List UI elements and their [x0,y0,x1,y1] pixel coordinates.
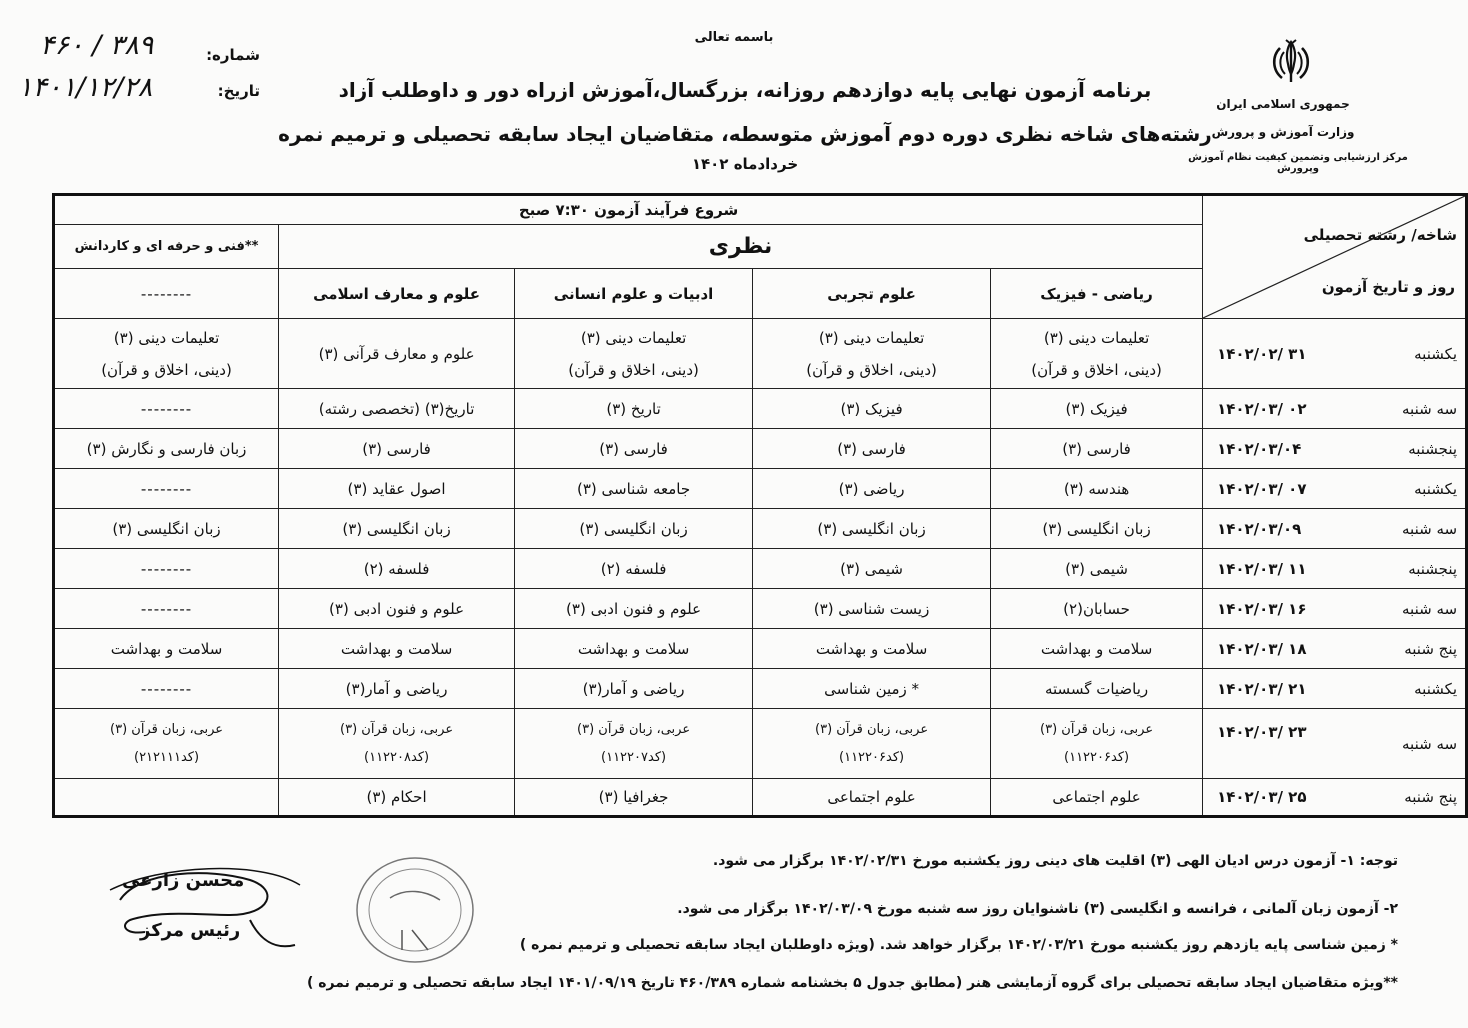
exam-day: پنجشنبه [1408,559,1458,578]
number-label: شماره: [206,46,260,64]
subject-cell: اصول عقاید (۳) [279,469,515,509]
group-theoretical-header: نظری [279,225,1203,269]
column-header-science: علوم تجربی [753,269,991,319]
exam-date: ۱۴۰۲/۰۳/ ۲۵ [1217,788,1307,806]
subject-cell: فارسی (۳) [991,429,1203,469]
exam-date-cell [1203,509,1467,549]
corner-date-label: روز و تاریخ آزمون [1321,278,1456,296]
table-row [54,629,1467,669]
subject-cell: ریاضی و آمار(۳) [515,669,753,709]
exam-date-cell [1203,629,1467,669]
subject-cell: فیزیک (۳) [753,389,991,429]
note-geology-exam: * زمین شناسی پایه یازدهم روز یکشنبه مورخ ۱۴۰۲/۰۳/۲۱ برگزار خواهد شد. (ویژه داوطلبان ایجاد سابقه تحصیلی و ترمیم نمره ) [519,937,1398,953]
table-row [54,549,1467,589]
subject-cell: علوم اجتماعی [991,779,1203,817]
exam-date: ۱۴۰۲/۰۳/ ۰۲ [1217,399,1307,418]
exam-date-cell [1203,429,1467,469]
subject-cell: ریاضیات گسسته [991,669,1203,709]
date-label: تاریخ: [217,82,260,100]
exam-day: سه شنبه [1402,519,1458,538]
table-row [54,469,1467,509]
exam-day: یکشنبه [1414,679,1458,698]
column-header-technical: -------- [54,269,279,319]
exam-date: ۱۴۰۲/۰۳/ ۱۱ [1217,559,1307,578]
subject-cell: ریاضی (۳) [753,469,991,509]
subject-cell: علوم و فنون ادبی (۳) [279,589,515,629]
note-religions-exam: توجه: ۱- آزمون درس ادیان الهی (۳) اقلیت های دینی روز یکشنبه مورخ ۱۴۰۲/۰۲/۳۱ برگزار می شود. [712,853,1398,869]
exam-date: ۱۴۰۲/۰۳/ ۱۸ [1217,639,1307,658]
table-corner-header [1203,195,1467,319]
exam-date-cell [1203,779,1467,817]
exam-schedule-table [52,193,1468,818]
exam-date: ۱۴۰۲/۰۳/ ۲۱ [1217,679,1307,698]
exam-date-cell [1203,709,1467,779]
subject-cell: زبان انگلیسی (۳) [515,509,753,549]
signatory-name: محسن زارعی [122,870,245,891]
signatory-title: رئیس مرکز [140,920,241,941]
exam-date: ۱۴۰۲/۰۲/ ۳۱ [1217,344,1307,363]
subject-cell: زیست شناسی (۳) [753,589,991,629]
subject-cell: سلامت و بهداشت [279,629,515,669]
exam-day: یکشنبه [1414,479,1458,498]
subject-cell: -------- [54,469,279,509]
subject-cell: فارسی (۳) [753,429,991,469]
subject-cell: سلامت و بهداشت [54,629,279,669]
start-time-header: شروع فرآیند آزمون ۷:۳۰ صبح [54,195,1203,225]
exam-day: یکشنبه [1414,344,1458,363]
subject-cell: فارسی (۳) [279,429,515,469]
subject-cell: علوم و فنون ادبی (۳) [515,589,753,629]
table-row [54,779,1467,817]
table-row [54,319,1467,389]
subject-cell: شیمی (۳) [991,549,1203,589]
iran-emblem-icon [1266,38,1316,86]
bismillah-heading: باسمه تعالی [694,30,774,45]
exam-date-cell [1203,319,1467,389]
subject-cell: شیمی (۳) [753,549,991,589]
exam-day: پنجشنبه [1408,439,1458,458]
exam-date-cell [1203,589,1467,629]
exam-date-cell [1203,549,1467,589]
subject-cell: عربی، زبان قرآن (۳) (کد۱۱۲۲۰۷) [515,709,753,779]
subject-cell: عربی، زبان قرآن (۳) (کد۱۱۲۲۰۶) [991,709,1203,779]
exam-day: پنج شنبه [1404,788,1458,806]
exam-date: ۱۴۰۲/۰۳/۰۴ [1217,439,1302,458]
subject-cell: علوم اجتماعی [753,779,991,817]
subject-cell: سلامت و بهداشت [753,629,991,669]
subject-cell: تعلیمات دینی (۳) (دینی، اخلاق و قرآن) [753,319,991,389]
exam-day: سه شنبه [1402,399,1458,418]
subject-cell: -------- [54,389,279,429]
table-row [54,429,1467,469]
document-title: برنامه آزمون نهایی پایه دوازدهم روزانه، بزرگسال،آموزش ازراه دور و داوطلب آزاد [338,78,1152,102]
subject-cell: تعلیمات دینی (۳) (دینی، اخلاق و قرآن) [991,319,1203,389]
exam-date: ۱۴۰۲/۰۳/ ۱۶ [1217,599,1307,618]
exam-day: پنج شنبه [1404,639,1458,658]
subject-cell: عربی، زبان قرآن (۳) (کد۲۱۲۱۱۱) [54,709,279,779]
subject-cell [54,779,279,817]
official-stamp [350,850,480,970]
subject-cell: فیزیک (۳) [991,389,1203,429]
subject-cell: فارسی (۳) [515,429,753,469]
subject-cell: فلسفه (۲) [515,549,753,589]
subject-cell: -------- [54,549,279,589]
subject-cell: زبان فارسی و نگارش (۳) [54,429,279,469]
table-row [54,389,1467,429]
letter-date: ۱۴۰۱/۱۲/۲۸ [18,72,153,103]
subject-cell: * زمین شناسی [753,669,991,709]
note-deaf-language-exam: ۲- آزمون زبان آلمانی ، فرانسه و انگلیسی (۳) ناشنوایان روز سه شنبه مورخ ۱۴۰۲/۰۳/۰۹ برگزار می شود. [677,901,1398,917]
exam-date: ۱۴۰۲/۰۳/ ۲۳ [1217,723,1307,741]
exam-date-cell [1203,469,1467,509]
subject-cell: هندسه (۳) [991,469,1203,509]
exam-day: سه شنبه [1402,734,1458,753]
exam-date: ۱۴۰۲/۰۳/ ۰۷ [1217,479,1307,498]
table-row [54,669,1467,709]
subject-cell: -------- [54,589,279,629]
org-center: مرکز ارزشیابی وتضمین کیفیت نظام آموزش وپرورش [1188,152,1408,174]
subject-cell: زبان انگلیسی (۳) [991,509,1203,549]
subject-cell: -------- [54,669,279,709]
subject-cell: جغرافیا (۳) [515,779,753,817]
subject-cell: ریاضی و آمار(۳) [279,669,515,709]
org-ministry: وزارت آموزش و پرورش [1211,125,1355,139]
subject-cell: علوم و معارف قرآنی (۳) [279,319,515,389]
letter-number: ۴۶۰ / ۳۸۹ [40,30,154,61]
column-header-math: ریاضی - فیزیک [991,269,1203,319]
subject-cell: تاریخ(۳) (تخصصی رشته) [279,389,515,429]
document-subtitle: رشته‌های شاخه نظری دوره دوم آموزش متوسطه، متقاضیان ایجاد سابقه تحصیلی و ترمیم نمره [278,122,1212,146]
subject-cell: عربی، زبان قرآن (۳) (کد۱۱۲۲۰۶) [753,709,991,779]
document-period: خردادماه ۱۴۰۲ [691,155,799,173]
subject-cell: احکام (۳) [279,779,515,817]
subject-cell: عربی، زبان قرآن (۳) (کد۱۱۲۲۰۸) [279,709,515,779]
table-row [54,589,1467,629]
column-header-islamic: علوم و معارف اسلامی [279,269,515,319]
subject-cell: حسابان(۲) [991,589,1203,629]
subject-cell: فلسفه (۲) [279,549,515,589]
corner-field-label: شاخه/ رشته تحصیلی [1303,226,1458,244]
exam-date: ۱۴۰۲/۰۳/۰۹ [1217,519,1302,538]
group-technical-header: **فنی و حرفه ای و کاردانش [54,225,279,269]
subject-cell: زبان انگلیسی (۳) [279,509,515,549]
subject-cell: تاریخ (۳) [515,389,753,429]
org-country: جمهوری اسلامی ایران [1216,97,1350,111]
table-row [54,509,1467,549]
subject-cell: تعلیمات دینی (۳) (دینی، اخلاق و قرآن) [54,319,279,389]
subject-cell: زبان انگلیسی (۳) [54,509,279,549]
subject-cell: سلامت و بهداشت [991,629,1203,669]
exam-day: سه شنبه [1402,599,1458,618]
exam-date-cell [1203,389,1467,429]
subject-cell: تعلیمات دینی (۳) (دینی، اخلاق و قرآن) [515,319,753,389]
column-header-humanities: ادبیات و علوم انسانی [515,269,753,319]
subject-cell: جامعه شناسی (۳) [515,469,753,509]
subject-cell: زبان انگلیسی (۳) [753,509,991,549]
note-art-group: **ویژه متقاضیان ایجاد سابقه تحصیلی برای گروه آزمایشی هنر (مطابق جدول ۵ بخشنامه شماره ۴۶۰/۳۸۹ تاریخ ۱۴۰۱/۰۹/۱۹ ایجاد سابقه تحصیلی و ترمیم نمره ) [306,975,1398,991]
schedule-rows [54,319,1467,817]
subject-cell: سلامت و بهداشت [515,629,753,669]
exam-date-cell [1203,669,1467,709]
table-row [54,709,1467,779]
